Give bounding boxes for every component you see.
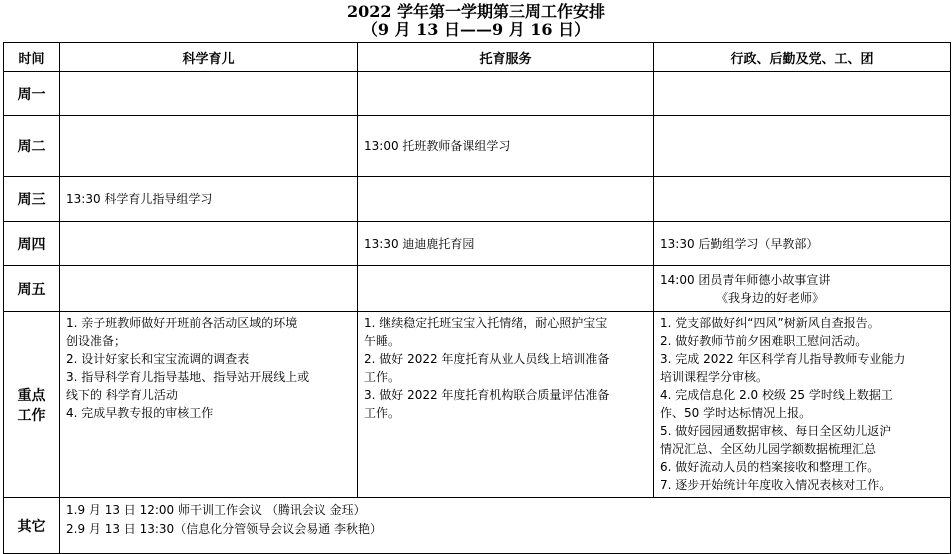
admin-cell: 13:30 后勤组学习（早教部） <box>654 222 951 266</box>
document-subtitle: （9 月 13 日——9 月 16 日） <box>361 20 591 39</box>
admin-cell <box>654 116 951 177</box>
list-item: 工作。 <box>364 406 401 420</box>
list-item: 1. 继续稳定托班宝宝入托情绪，耐心照护宝宝 <box>364 316 608 330</box>
care-cell: 13:00 托班教师备课组学习 <box>358 116 654 177</box>
care-cell: 13:30 迪迪鹿托育园 <box>358 222 654 266</box>
list-item: 3. 指导科学育儿指导基地、指导站开展线上或 <box>66 370 310 384</box>
science-cell <box>60 72 358 116</box>
other-label: 其它 <box>4 498 60 554</box>
list-item: 5. 做好园园通数据审核、每日全区幼儿返沪 <box>660 424 892 438</box>
list-item: 3. 完成 2022 年区科学育儿指导教师专业能力 <box>660 352 906 366</box>
science-cell <box>60 222 358 266</box>
list-item: 7. 逐步开始统计年度收入情况表核对工作。 <box>660 478 892 492</box>
focus-admin <box>654 312 951 498</box>
science-cell <box>60 266 358 312</box>
focus-science <box>60 312 358 498</box>
list-item: 创设准备； <box>66 334 127 348</box>
admin-cell <box>654 266 951 312</box>
table-row <box>4 177 951 222</box>
list-item: 2.9 月 13 日 13:30（信息化分管领导会议会易通 李秋艳） <box>66 522 383 536</box>
list-item: 培训课程学分审核。 <box>660 370 769 384</box>
admin-event-line: 14:00 团员青年师德小故事宣讲 <box>660 272 831 287</box>
table-row <box>4 72 951 116</box>
header-care: 托育服务 <box>358 43 654 72</box>
list-item: 工作。 <box>364 370 401 384</box>
list-item: 4. 完成信息化 2.0 校级 25 学时线上数据工 <box>660 388 893 402</box>
care-cell <box>358 72 654 116</box>
list-item: 2. 做好 2022 年度托育从业人员线上培训准备 <box>364 352 610 366</box>
list-item: 1.9 月 13 日 12:00 师干训工作会议 （腾讯会议 金珏） <box>66 503 366 517</box>
list-item: 3. 做好 2022 年度托育机构联合质量评估准备 <box>364 388 610 402</box>
other-row <box>4 498 951 554</box>
admin-cell <box>654 177 951 222</box>
admin-event-title: 《我身边的好老师》 <box>716 290 825 305</box>
focus-row <box>4 312 951 498</box>
list-item: 6. 做好流动人员的档案接收和整理工作。 <box>660 460 880 474</box>
care-cell <box>358 177 654 222</box>
focus-label <box>4 312 60 498</box>
list-item: 线下的 科学育儿活动 <box>66 388 178 402</box>
table-row <box>4 266 951 312</box>
science-cell: 13:30 科学育儿指导组学习 <box>60 177 358 222</box>
list-item: 1. 亲子班教师做好开班前各活动区域的环境 <box>66 316 298 330</box>
care-cell <box>358 266 654 312</box>
table-row <box>4 222 951 266</box>
list-item: 4. 完成早教专报的审核工作 <box>66 406 214 420</box>
list-item: 1. 党支部做好纠“四风”树新风自查报告。 <box>660 316 880 330</box>
list-item: 2. 设计好家长和宝宝流调的调查表 <box>66 352 250 366</box>
list-item: 情况汇总、全区幼儿园学额数据梳理汇总 <box>660 442 877 456</box>
header-time: 时间 <box>4 43 60 72</box>
header-row <box>4 43 951 72</box>
schedule-table <box>3 42 951 554</box>
list-item: 2. 做好教师节前夕困难职工慰问活动。 <box>660 334 868 348</box>
header-admin: 行政、后勤及党、工、团 <box>654 43 951 72</box>
day-label: 周三 <box>4 177 60 222</box>
document-title: 2022 学年第一学期第三周工作安排 <box>346 2 606 21</box>
list-item: 作、50 学时达标情况上报。 <box>660 406 812 420</box>
focus-care <box>358 312 654 498</box>
day-label: 周二 <box>4 116 60 177</box>
admin-cell <box>654 72 951 116</box>
focus-label-line: 重点 <box>17 387 46 404</box>
day-label: 周四 <box>4 222 60 266</box>
day-label: 周五 <box>4 266 60 312</box>
science-cell <box>60 116 358 177</box>
header-science: 科学育儿 <box>60 43 358 72</box>
list-item: 午睡。 <box>364 334 401 348</box>
day-label: 周一 <box>4 72 60 116</box>
table-row <box>4 116 951 177</box>
focus-label-line: 工作 <box>17 407 46 424</box>
other-content <box>60 498 951 554</box>
